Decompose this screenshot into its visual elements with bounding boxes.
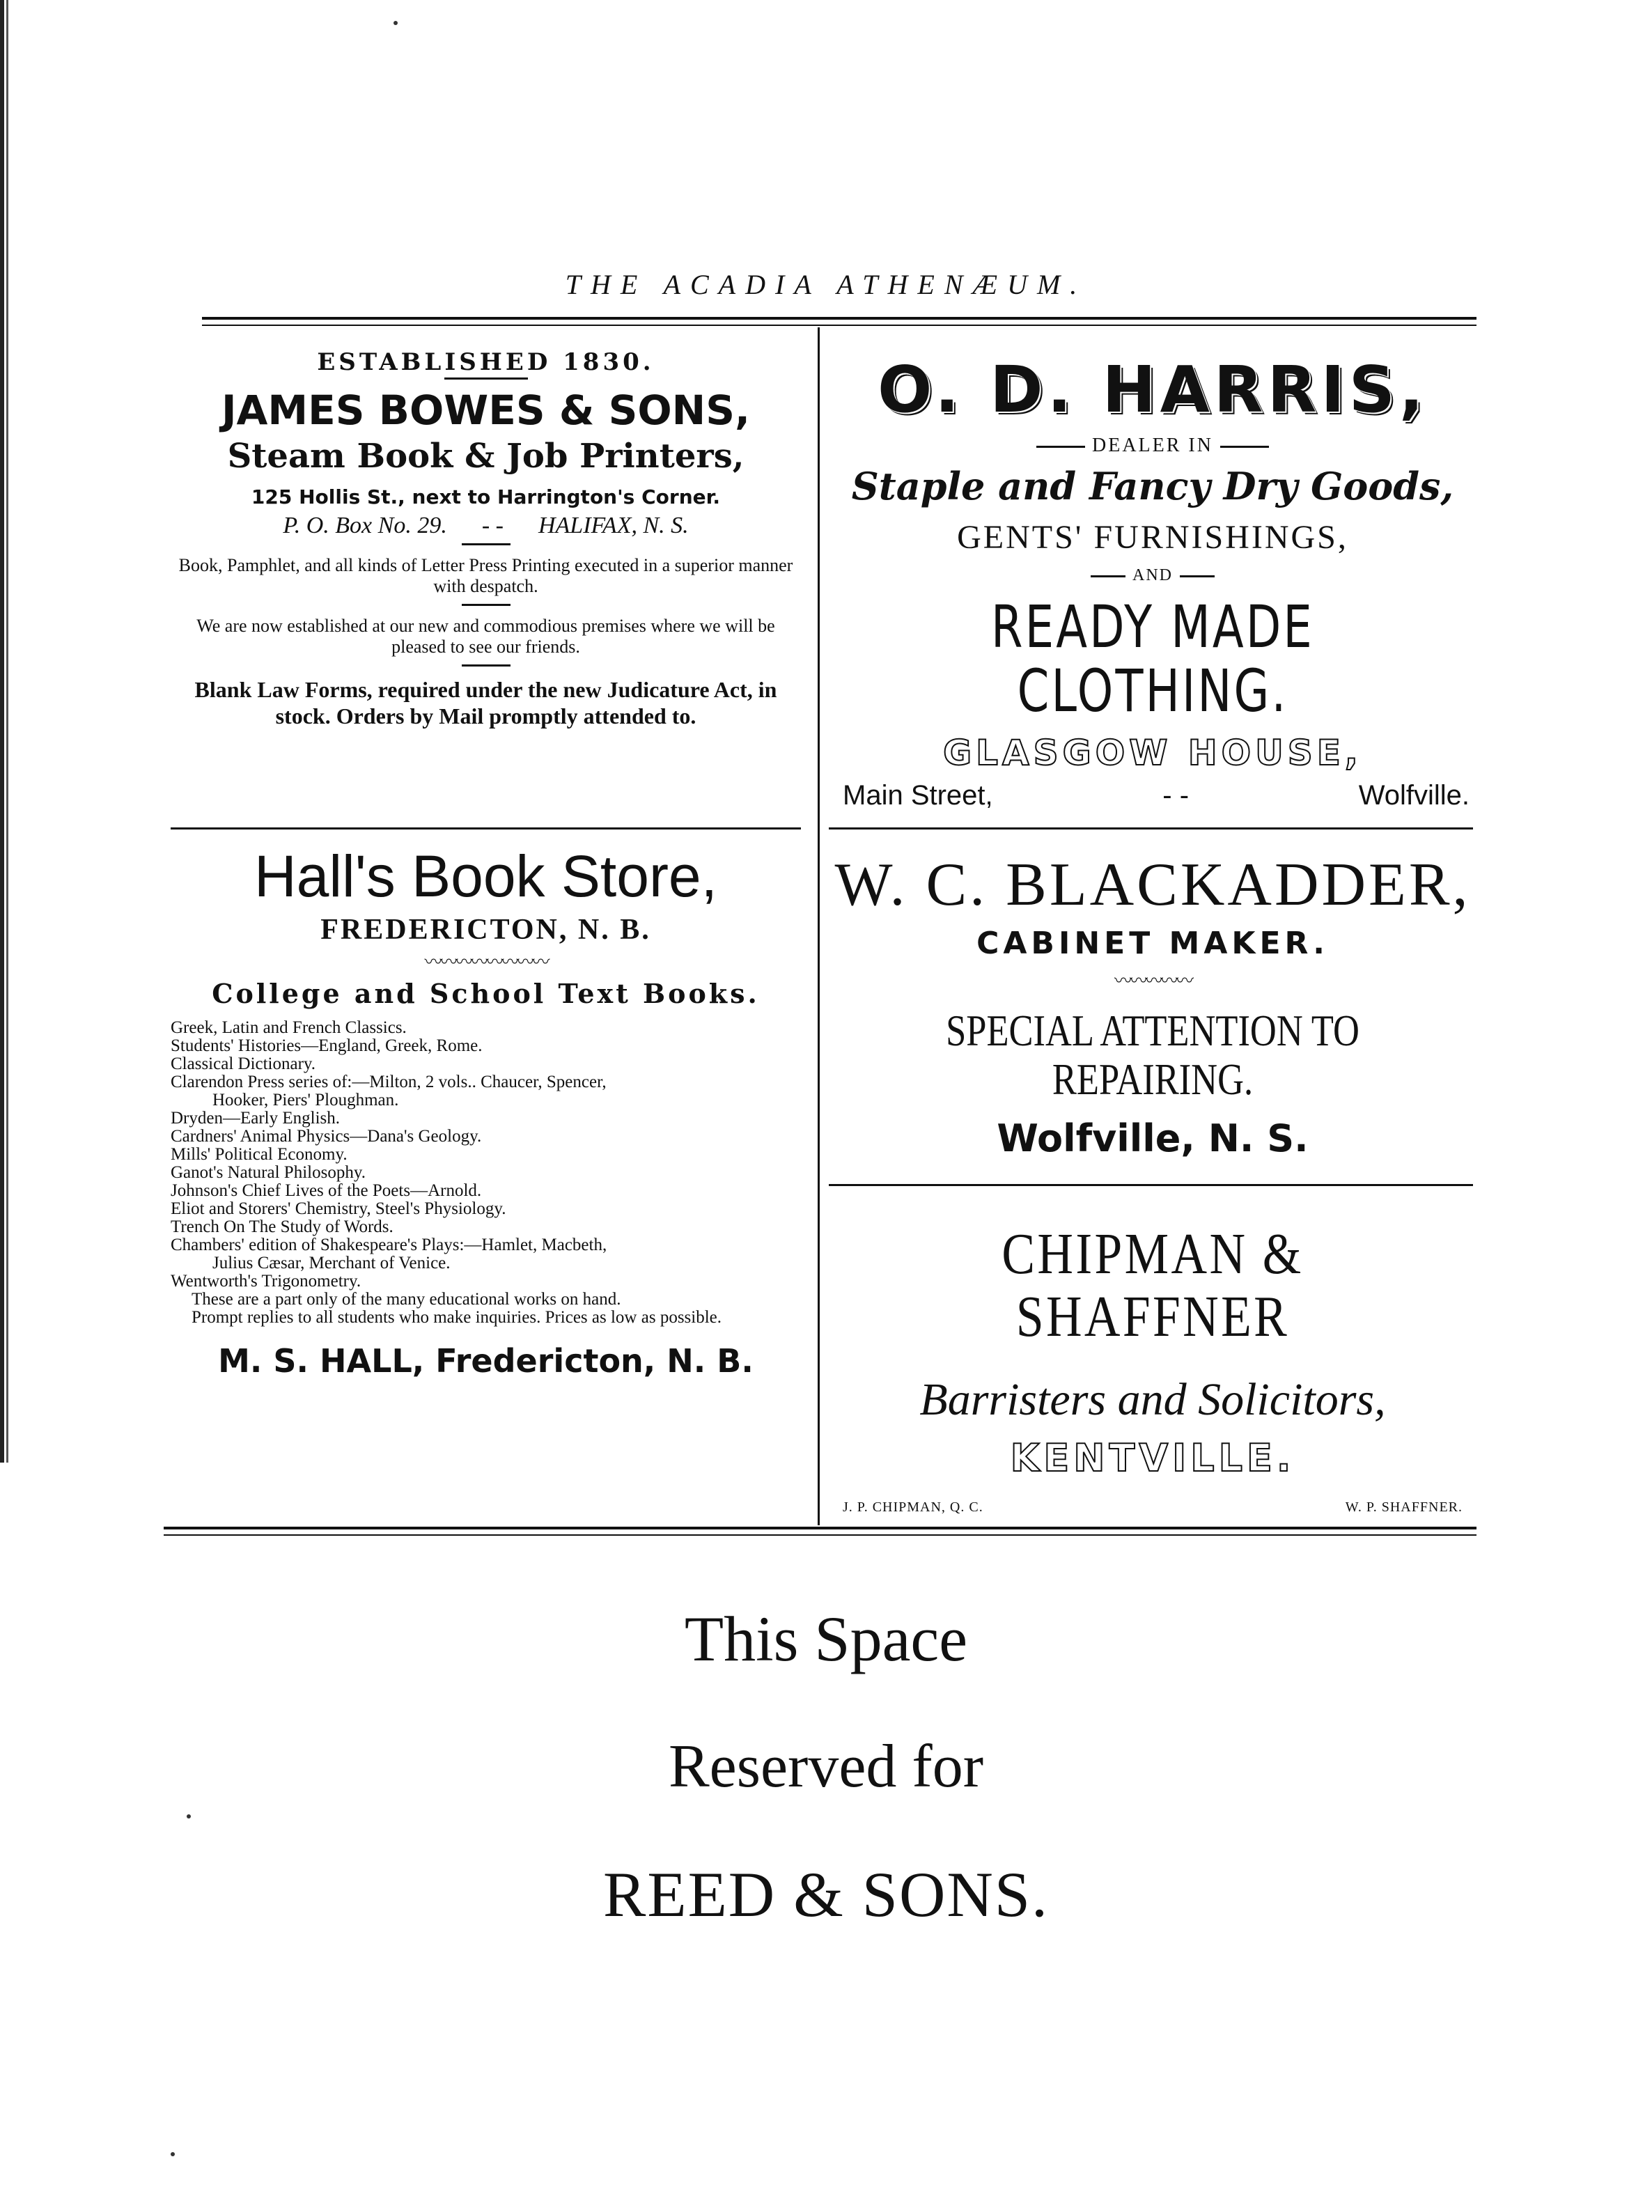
- harris-gents: GENTS' FURNISHINGS,: [957, 519, 1348, 556]
- list-item: Eliot and Storers' Chemistry, Steel's Physiology.: [171, 1199, 506, 1218]
- reserved-line-3: REED & SONS.: [603, 1859, 1049, 1930]
- blackadder-special: SPECIAL ATTENTION TO REPAIRING.: [946, 1006, 1359, 1104]
- column-divider: [818, 327, 820, 1525]
- harris-clothing: READY MADE CLOTHING.: [991, 593, 1314, 725]
- bowes-dashes: - -: [481, 513, 504, 538]
- harris-town: Wolfville.: [1358, 780, 1470, 811]
- harris-and: AND: [1132, 566, 1173, 584]
- blackadder-trade: CABINET MAKER.: [976, 926, 1329, 961]
- harris-address: [829, 780, 1476, 811]
- print-speck: [393, 21, 398, 25]
- bottom-rule-thin: [164, 1534, 1476, 1536]
- chipman-trade: Barristers and Solicitors,: [919, 1374, 1386, 1425]
- harris-advertisement: [829, 334, 1476, 811]
- halls-signature: M. S. HALL, Fredericton, N. B.: [218, 1342, 754, 1380]
- ornament-rule: [444, 377, 528, 380]
- harris-and-line: [829, 566, 1476, 585]
- chipman-advertisement: [829, 1198, 1476, 1516]
- page-binding-edge: [0, 0, 11, 1463]
- list-item: Classical Dictionary.: [171, 1054, 316, 1073]
- dash: [1220, 446, 1269, 448]
- harris-dealer-line: [829, 435, 1476, 457]
- halls-name: Hall's Book Store,: [254, 843, 717, 909]
- bowes-address: 125 Hollis St., next to Harrington's Corner.: [251, 485, 721, 508]
- reserved-space-notice: [0, 1602, 1652, 1931]
- bowes-advertisement: [164, 334, 808, 729]
- list-item: Mills' Political Economy.: [171, 1145, 348, 1164]
- bowes-paragraph-1: Book, Pamphlet, and all kinds of Letter Press Printing executed in a superior manner with despatch.: [178, 555, 793, 596]
- chipman-partners: [829, 1500, 1476, 1516]
- list-item: Chambers' edition of Shakespeare's Plays:—Hamlet, Macbeth,: [171, 1236, 607, 1254]
- harris-name: O. D. HARRIS,: [878, 352, 1428, 427]
- blackadder-advertisement: [829, 836, 1476, 1160]
- harris-street: Main Street,: [843, 780, 993, 811]
- harris-store: GLASGOW HOUSE,: [943, 733, 1362, 773]
- bowes-paragraph-3: Blank Law Forms, required under the new Judicature Act, in stock. Orders by Mail promptly attended to.: [194, 677, 777, 729]
- halls-book-list: [171, 1019, 794, 1327]
- bowes-box-line: [164, 513, 808, 539]
- halls-city: FREDERICTON, N. B.: [320, 914, 651, 946]
- list-item: Johnson's Chief Lives of the Poets—Arnold.: [171, 1181, 482, 1200]
- harris-dealer: DEALER IN: [1092, 435, 1213, 456]
- established-line: ESTABLISHED 1830.: [317, 348, 655, 376]
- reserved-line-1: This Space: [684, 1603, 968, 1674]
- top-rule: [202, 317, 1476, 320]
- bowes-name: JAMES BOWES & SONS,: [221, 387, 751, 434]
- separator: [462, 543, 511, 545]
- bowes-trade: Steam Book & Job Printers,: [227, 437, 745, 476]
- right-section-rule: [829, 827, 1473, 830]
- chipman-partner-2: W. P. SHAFFNER.: [1345, 1500, 1463, 1515]
- separator: [462, 664, 511, 667]
- bottom-rule: [164, 1527, 1476, 1529]
- running-head: THE ACADIA ATHENÆUM.: [565, 269, 1087, 300]
- list-item: Hooker, Piers' Ploughman.: [212, 1091, 399, 1109]
- bowes-city: HALIFAX, N. S.: [538, 513, 689, 538]
- top-rule-thin: [202, 325, 1476, 326]
- dash: [1091, 575, 1125, 577]
- blackadder-town: Wolfville, N. S.: [997, 1116, 1309, 1160]
- dash: [1036, 446, 1085, 448]
- wave-ornament: 〰〰〰〰〰: [1114, 971, 1191, 992]
- list-item: Prompt replies to all students who make inquiries. Prices as low as possible.: [192, 1308, 722, 1327]
- list-item: Clarendon Press series of:—Milton, 2 vols.. Chaucer, Spencer,: [171, 1073, 607, 1091]
- chipman-name: CHIPMAN & SHAFFNER: [1002, 1222, 1304, 1349]
- blackadder-name: W. C. BLACKADDER,: [834, 851, 1471, 919]
- list-item: Greek, Latin and French Classics.: [171, 1018, 407, 1037]
- list-item: These are a part only of the many educational works on hand.: [192, 1290, 621, 1309]
- halls-advertisement: [164, 836, 808, 1380]
- list-item: Ganot's Natural Philosophy.: [171, 1163, 366, 1182]
- left-section-rule: [171, 827, 801, 830]
- print-speck: [171, 2152, 175, 2156]
- list-item: Julius Cæsar, Merchant of Venice.: [212, 1254, 451, 1272]
- list-item: Dryden—Early English.: [171, 1109, 341, 1128]
- reserved-line-2: Reserved for: [668, 1733, 984, 1800]
- list-item: Wentworth's Trigonometry.: [171, 1272, 361, 1291]
- dash: [1180, 575, 1215, 577]
- list-item: Trench On The Study of Words.: [171, 1217, 393, 1236]
- chipman-partner-1: J. P. CHIPMAN, Q. C.: [843, 1500, 983, 1515]
- chipman-town: KENTVILLE.: [1010, 1436, 1295, 1480]
- wave-ornament: 〰〰〰〰〰〰〰〰: [424, 952, 547, 973]
- harris-goods: Staple and Fancy Dry Goods,: [851, 464, 1454, 508]
- right-section-rule-2: [829, 1184, 1473, 1186]
- bowes-box: P. O. Box No. 29.: [283, 513, 447, 538]
- list-item: Cardners' Animal Physics—Dana's Geology.: [171, 1127, 482, 1146]
- halls-heading: College and School Text Books.: [212, 978, 760, 1009]
- bowes-paragraph-2: We are now established at our new and commodious premises where we will be pleased to see our friends.: [196, 616, 775, 657]
- harris-dashes: - -: [1162, 780, 1190, 811]
- list-item: Students' Histories—England, Greek, Rome.: [171, 1036, 483, 1055]
- separator: [462, 604, 511, 606]
